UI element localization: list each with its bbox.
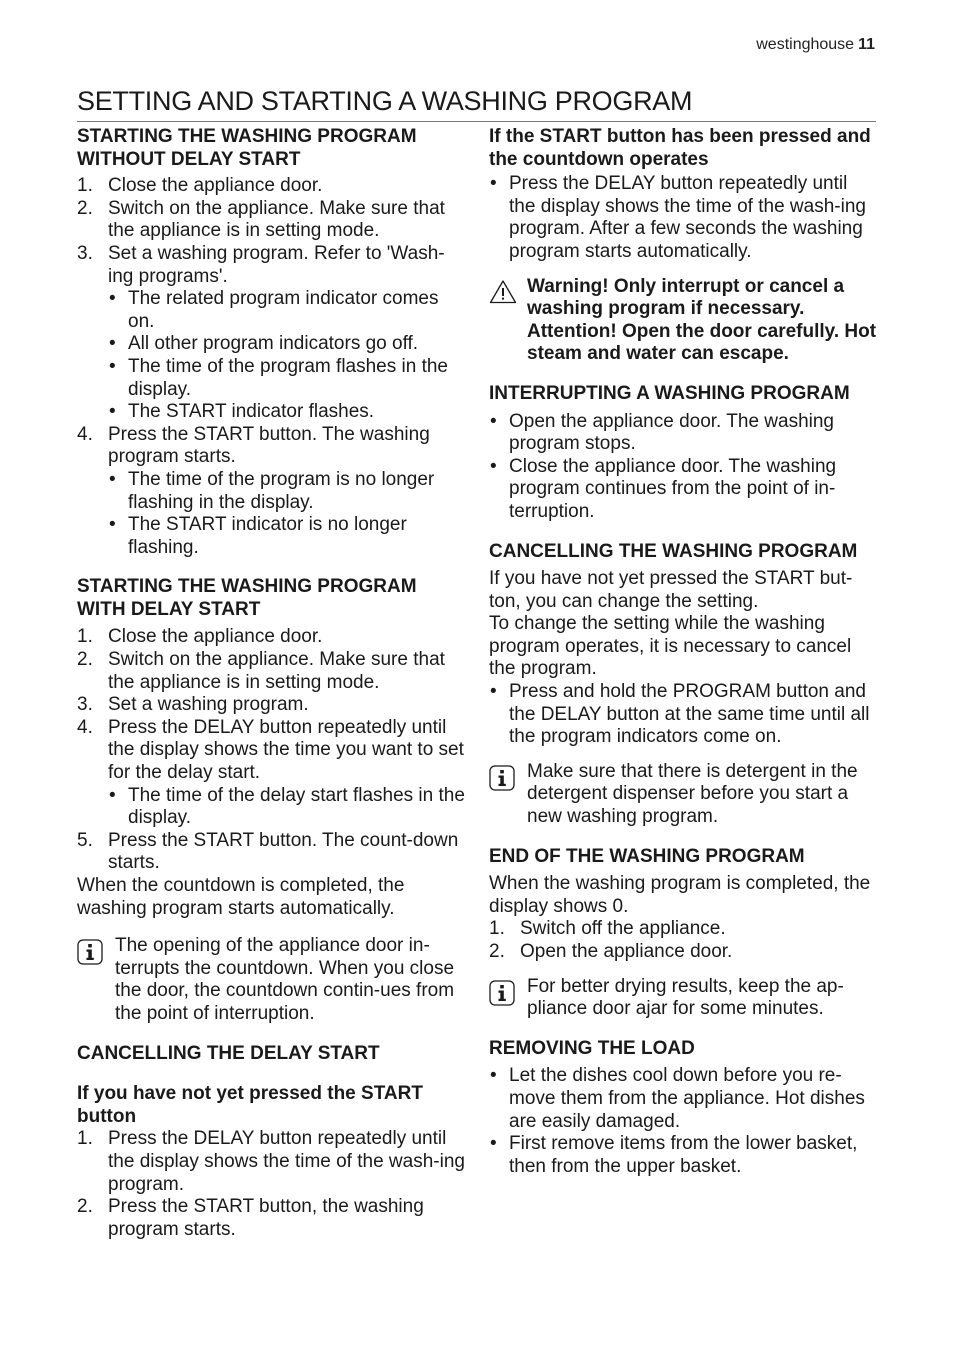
right-column xyxy=(489,126,879,1178)
bullet-text: Let the dishes cool down before you re-move them from the appliance. Hot dishes are easily damaged. xyxy=(509,1065,865,1132)
bullet-text: All other program indicators go off. xyxy=(128,333,419,355)
step-text: Close the appliance door. xyxy=(108,626,323,648)
step-number: 5. xyxy=(77,829,93,851)
note-text: The opening of the appliance door in-terrupts the countdown. When you close the door, the countdown contin-ues from the point of interruption. xyxy=(115,935,455,1024)
sub-heading: If you have not yet pressed the START button xyxy=(77,1083,423,1127)
list-item xyxy=(108,288,469,333)
bullet-list xyxy=(489,1065,879,1178)
step-number: 2. xyxy=(77,197,93,219)
info-note xyxy=(489,761,879,829)
step-text: Set a washing program. xyxy=(108,694,309,716)
bullet-text: The time of the program is no longer flashing in the display. xyxy=(128,468,435,513)
bullet-text: The related program indicator comes on. xyxy=(128,288,439,332)
left-column xyxy=(77,126,469,1241)
bullet: • xyxy=(109,514,116,536)
info-note xyxy=(489,976,879,1021)
list-item xyxy=(108,333,469,356)
warning-text: Warning! Only interrupt or cancel a washing program if necessary. Attention! Open the door carefully. Hot steam and water can escape. xyxy=(527,275,877,365)
bullet-text: The START indicator flashes. xyxy=(128,401,375,423)
step-number: 3. xyxy=(77,242,93,264)
section-heading: CANCELLING THE WASHING PROGRAM xyxy=(489,540,858,562)
bullet: • xyxy=(490,681,497,703)
bullet-text: Close the appliance door. The washing program continues from the point of in-terruption. xyxy=(509,455,837,522)
list-item xyxy=(489,1133,879,1178)
list-item xyxy=(489,456,879,524)
step-text: Open the appliance door. xyxy=(520,941,733,962)
step-number: 1. xyxy=(489,918,505,940)
section-heading: STARTING THE WASHING PROGRAM WITHOUT DELAY START xyxy=(77,126,417,170)
step-text: Close the appliance door. xyxy=(108,175,323,197)
list-item xyxy=(108,401,469,424)
list-item xyxy=(489,173,879,263)
page-number: 11 xyxy=(858,36,875,53)
step-number: 2. xyxy=(489,941,505,962)
note-text: Make sure that there is detergent in the detergent dispenser before you start a new washing program. xyxy=(527,760,858,828)
step-text: Press the START button, the washing program starts. xyxy=(108,1196,424,1240)
list-item xyxy=(77,626,469,649)
paragraph: When the countdown is completed, the washing program starts automatically. xyxy=(77,875,405,919)
warning-triangle-icon xyxy=(489,279,517,304)
bullet-list xyxy=(489,411,879,524)
steps-list xyxy=(489,918,879,963)
list-item xyxy=(77,424,469,560)
sub-heading: If the START button has been pressed and the countdown operates xyxy=(489,126,871,170)
list-item xyxy=(77,694,469,717)
step-text: Press the START button. The count-down starts. xyxy=(108,829,459,874)
list-item xyxy=(489,1065,879,1133)
running-header xyxy=(756,36,875,54)
step-text: Press the START button. The washing program starts. xyxy=(108,423,430,468)
bullet: • xyxy=(109,288,116,310)
section-heading: CANCELLING THE DELAY START xyxy=(77,1042,380,1064)
list-item xyxy=(77,175,469,198)
list-item xyxy=(108,514,469,559)
section-heading: END OF THE WASHING PROGRAM xyxy=(489,845,805,867)
sub-list xyxy=(108,785,469,830)
step-text: Set a washing program. Refer to 'Wash-ing programs'. xyxy=(108,242,445,287)
list-item xyxy=(77,198,469,243)
list-item xyxy=(108,785,469,830)
step-number: 4. xyxy=(77,423,93,445)
info-note xyxy=(77,935,469,1025)
bullet-list xyxy=(489,173,879,263)
bullet-text: The time of the delay start flashes in the display. xyxy=(128,784,465,829)
bullet: • xyxy=(109,401,116,423)
list-item xyxy=(77,830,469,875)
bullet: • xyxy=(490,1133,497,1155)
section-heading: STARTING THE WASHING PROGRAM WITH DELAY START xyxy=(77,576,417,620)
list-item xyxy=(489,411,879,456)
paragraph: If you have not yet pressed the START but-ton, you can change the setting. xyxy=(489,568,853,612)
note-text: For better drying results, keep the ap-pliance door ajar for some minutes. xyxy=(527,975,844,1020)
bullet: • xyxy=(109,333,116,355)
step-text: Switch on the appliance. Make sure that the appliance is in setting mode. xyxy=(108,197,445,242)
info-icon xyxy=(77,939,103,965)
step-text: Switch on the appliance. Make sure that the appliance is in setting mode. xyxy=(108,649,445,693)
bullet-text: The time of the program flashes in the display. xyxy=(128,355,448,400)
bullet: • xyxy=(490,410,497,432)
bullet: • xyxy=(109,468,116,490)
list-item xyxy=(77,717,469,830)
step-number: 2. xyxy=(77,1196,93,1218)
bullet: • xyxy=(490,455,497,477)
sub-list xyxy=(108,469,469,559)
step-text: Press the DELAY button repeatedly until the display shows the time of the wash-ing program. xyxy=(108,1128,465,1195)
list-item xyxy=(489,918,879,941)
bullet-text: Press and hold the PROGRAM button and the DELAY button at the same time until all the program indicators come on. xyxy=(509,681,870,748)
bullet-list xyxy=(489,681,879,749)
step-number: 2. xyxy=(77,649,93,671)
list-item xyxy=(77,649,469,694)
step-number: 3. xyxy=(77,694,93,716)
sub-list xyxy=(108,288,469,424)
page-title: SETTING AND STARTING A WASHING PROGRAM xyxy=(77,86,876,122)
paragraph: When the washing program is completed, the display shows 0. xyxy=(489,873,871,917)
bullet-text: Press the DELAY button repeatedly until the display shows the time of the wash-ing program. After a few seconds the washing program starts automatically. xyxy=(509,173,866,262)
bullet-text: Open the appliance door. The washing program stops. xyxy=(509,410,834,455)
bullet-text: First remove items from the lower basket, then from the upper basket. xyxy=(509,1133,858,1177)
list-item xyxy=(489,941,879,964)
info-icon xyxy=(489,765,515,791)
step-number: 1. xyxy=(77,175,93,197)
step-number: 1. xyxy=(77,626,93,648)
bullet: • xyxy=(109,355,116,377)
steps-list xyxy=(77,1128,469,1241)
list-item xyxy=(108,356,469,401)
list-item xyxy=(489,681,879,749)
brand-name: westinghouse xyxy=(756,36,855,53)
list-item xyxy=(108,469,469,514)
list-item xyxy=(77,1196,469,1241)
list-item xyxy=(77,243,469,424)
steps-list xyxy=(77,175,469,559)
steps-list xyxy=(77,626,469,875)
bullet: • xyxy=(490,1065,497,1087)
step-number: 1. xyxy=(77,1128,93,1150)
step-text: Press the DELAY button repeatedly until the display shows the time you want to set for the delay start. xyxy=(108,716,464,784)
bullet: • xyxy=(109,784,116,806)
step-number: 4. xyxy=(77,716,93,738)
paragraph: To change the setting while the washing program operates, it is necessary to cancel the program. xyxy=(489,613,852,680)
step-text: Switch off the appliance. xyxy=(520,918,726,940)
bullet: • xyxy=(490,173,497,195)
warning-note xyxy=(489,276,879,366)
info-icon xyxy=(489,980,515,1006)
bullet-text: The START indicator is no longer flashing. xyxy=(128,514,407,558)
section-heading: INTERRUPTING A WASHING PROGRAM xyxy=(489,382,850,404)
list-item xyxy=(77,1128,469,1196)
section-heading: REMOVING THE LOAD xyxy=(489,1037,695,1059)
